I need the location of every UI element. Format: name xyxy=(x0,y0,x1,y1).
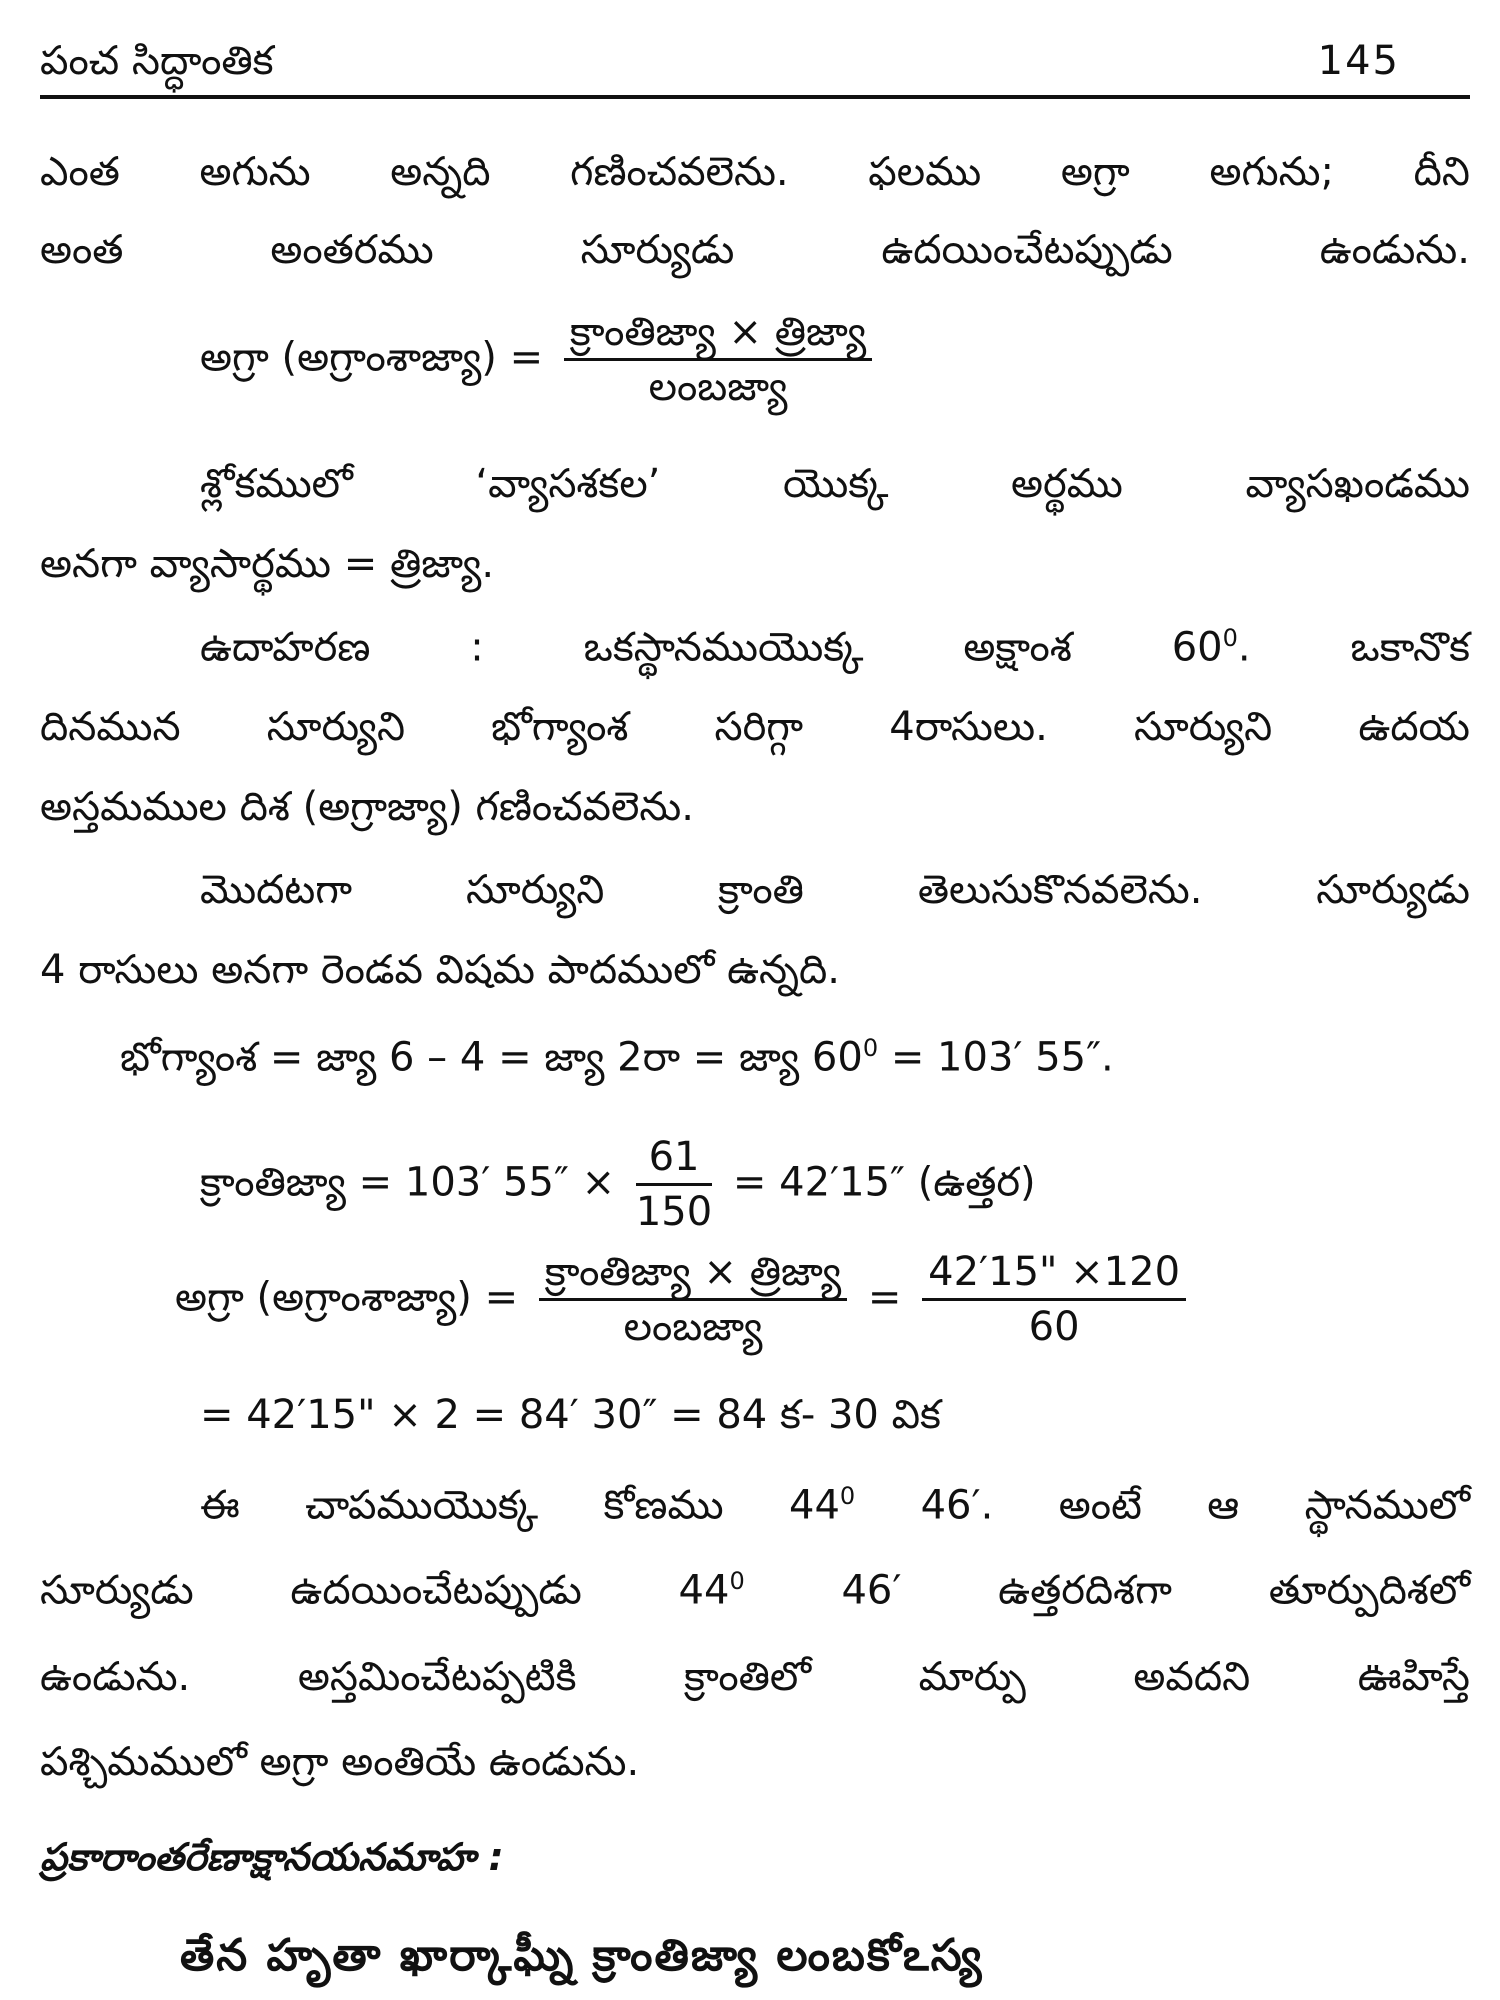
para4-line3: ఉండును. అస్తమించేటప్పటికి క్రాంతిలో మార్పు అవదని ఊహిస్తే xyxy=(40,1654,1470,1700)
example-line1 xyxy=(200,625,1470,669)
fraction-denominator: 150 xyxy=(635,1189,713,1235)
fraction-numerator: క్రాంతిజ్యా × త్రిజ్యా xyxy=(539,1250,847,1301)
sanskrit-verse: తేన హృతా ఖార్కాఘ్నీ క్రాంతిజ్యా లంబకోఽస్య xyxy=(180,1930,984,1981)
fraction-denominator: 60 xyxy=(1028,1304,1080,1350)
eq-bhogyamsha xyxy=(120,1035,1114,1079)
header-rule xyxy=(40,95,1470,99)
eq-result: = 42′15" × 2 = 84′ 30″ = 84 క- 30 విక xyxy=(200,1392,941,1438)
example-text: ఉదాహరణ : ఒకస్థానముయొక్క అక్షాంశ 60 xyxy=(200,624,1223,671)
fraction-numerator: 42′15" ×120 xyxy=(922,1250,1186,1301)
degree-mark: 0 xyxy=(862,1034,879,1062)
para1-line1: ఎంత అగును అన్నది గణించవలెను. ఫలము అగ్రా అగును; దీని xyxy=(40,149,1470,195)
para4-line2 xyxy=(40,1568,1470,1612)
page-number: 145 xyxy=(1317,38,1400,84)
example-line2: దినమున సూర్యుని భోగ్యాంశ సరిగ్గా 4రాసులు. సూర్యుని ఉదయ xyxy=(40,704,1470,750)
formula-lhs: అగ్రా (అగ్రాంశాజ్యా) = xyxy=(200,334,544,381)
para4-text: ఈ చాపముయొక్క కోణము 44 xyxy=(200,1482,840,1529)
fraction xyxy=(922,1250,1186,1349)
section-heading: ప్రకారాంతరేణాక్షానయనమాహ : xyxy=(40,1835,504,1879)
example-text-end: . ఒకానొక xyxy=(1237,624,1470,671)
eq-text-end: = 103′ 55″. xyxy=(878,1034,1114,1081)
fraction-numerator: క్రాంతిజ్యా × త్రిజ్యా xyxy=(564,310,872,361)
running-title: పంచ సిద్ధాంతిక xyxy=(40,38,274,84)
para4-text: సూర్యుడు ఉదయించేటప్పుడు 44 xyxy=(40,1567,730,1614)
eq-text: భోగ్యాంశ = జ్యా 6 – 4 = జ్యా 2రా = జ్యా 60 xyxy=(120,1034,863,1081)
para1-line2: అంత అంతరము సూర్యుడు ఉదయించేటప్పుడు ఉండును. xyxy=(40,227,1470,273)
fraction-denominator: లంబజ్యా xyxy=(648,364,788,410)
eq-kranti-lhs: క్రాంతిజ్యా = 103′ 55″ × xyxy=(200,1159,616,1206)
para3-line1: మొదటగా సూర్యుని క్రాంతి తెలుసుకొనవలెను. సూర్యుడు xyxy=(200,867,1470,913)
para2-line2: అనగా వ్యాసార్థము = త్రిజ్యా. xyxy=(40,541,495,587)
example-line3: అస్తమముల దిశ (అగ్రాజ్యా) గణించవలెను. xyxy=(40,784,694,830)
para4-text-end: 46′ ఉత్తరదిశగా తూర్పుదిశలో xyxy=(744,1567,1470,1614)
fraction xyxy=(564,310,872,409)
formula-lhs: అగ్రా (అగ్రాంశాజ్యా) = xyxy=(175,1274,519,1321)
eq-kranti xyxy=(200,1135,1036,1234)
para4-line1 xyxy=(200,1483,1470,1527)
fraction xyxy=(539,1250,847,1349)
page-header xyxy=(40,38,1470,98)
degree-mark: 0 xyxy=(1222,624,1238,652)
para2-line1: శ్లోకములో ‘వ్యాసశకల’ యొక్క అర్థము వ్యాసఖండము xyxy=(200,461,1470,507)
fraction xyxy=(636,1135,712,1234)
para4-text-end: 46′. అంటే ఆ స్థానములో xyxy=(855,1482,1470,1529)
para3-line2: 4 రాసులు అనగా రెండవ విషమ పాదములో ఉన్నది. xyxy=(40,947,840,993)
degree-mark: 0 xyxy=(729,1567,745,1595)
degree-mark: 0 xyxy=(839,1482,856,1510)
formula-agra-1 xyxy=(200,310,880,409)
eq-kranti-rhs: = 42′15″ (ఉత్తర) xyxy=(732,1159,1036,1206)
fraction-numerator: 61 xyxy=(636,1135,712,1186)
fraction-denominator: లంబజ్యా xyxy=(623,1304,763,1350)
para4-line4: పశ్చిమములో అగ్రా అంతియే ఉండును. xyxy=(40,1739,640,1785)
equals-sign: = xyxy=(867,1274,902,1321)
formula-agra-2 xyxy=(175,1250,1194,1349)
